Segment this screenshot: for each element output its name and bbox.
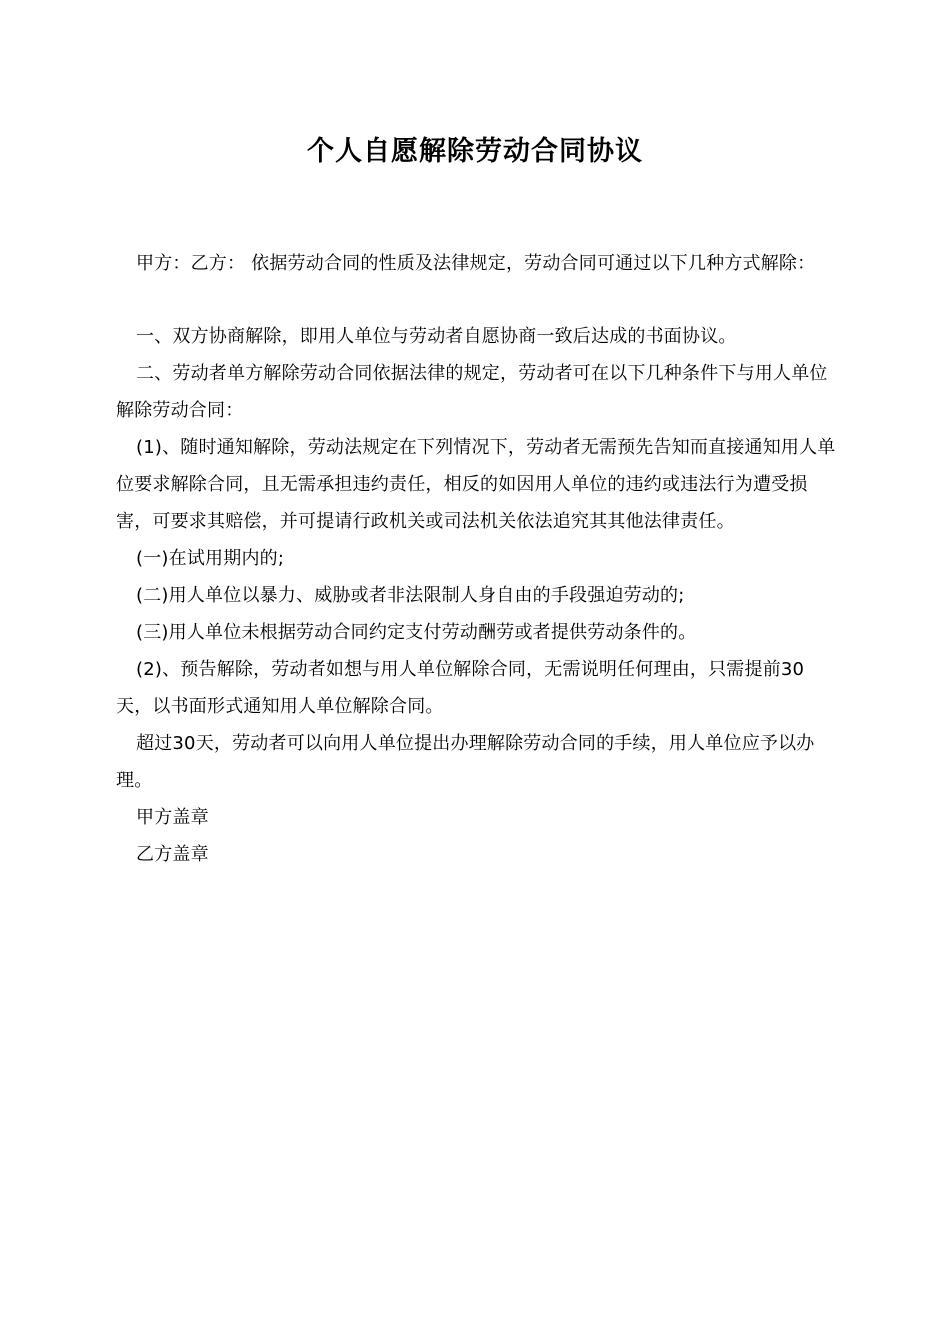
party-b-label: 乙方： xyxy=(190,253,246,274)
paragraph-6: (三)用人单位未根据劳动合同约定支付劳动酬劳或者提供劳动条件的。 xyxy=(136,622,697,643)
paragraph-1: 一、双方协商解除，即用人单位与劳动者自愿协商一致后达成的书面协议。 xyxy=(136,326,737,347)
paragraph-4: (一)在试用期内的; xyxy=(136,548,285,569)
paragraph-2: 二、劳动者单方解除劳动合同依据法律的规定，劳动者可在以下几种条件下与用人单位解除劳动合同： xyxy=(116,363,828,421)
party-a-label: 甲方： xyxy=(136,253,191,274)
document-body xyxy=(116,318,840,873)
paragraph-7: (2)、预告解除，劳动者如想与用人单位解除合同，无需说明任何理由，只需提前30天，以书面形式通知用人单位解除合同。 xyxy=(116,659,805,717)
paragraph-3: (1)、随时通知解除，劳动法规定在下列情况下，劳动者无需预先告知而直接通知用人单位要求解除合同，且无需承担违约责任，相反的如因用人单位的违约或违法行为遭受损害，可要求其赔偿，并可提请行政机关或司法机关依法追究其其他法律责任。 xyxy=(116,437,836,532)
intro-text: 依据劳动合同的性质及法律规定，劳动合同可通过以下几种方式解除： xyxy=(251,253,816,274)
paragraph-8: 超过30天，劳动者可以向用人单位提出办理解除劳动合同的手续，用人单位应予以办理。 xyxy=(116,733,815,791)
intro-paragraph xyxy=(116,245,840,282)
party-a-seal: 甲方盖章 xyxy=(136,807,209,828)
document-title: 个人自愿解除劳动合同协议 xyxy=(307,136,643,167)
party-b-seal: 乙方盖章 xyxy=(136,844,209,865)
paragraph-5: (二)用人单位以暴力、威胁或者非法限制人身自由的手段强迫劳动的; xyxy=(136,585,685,606)
